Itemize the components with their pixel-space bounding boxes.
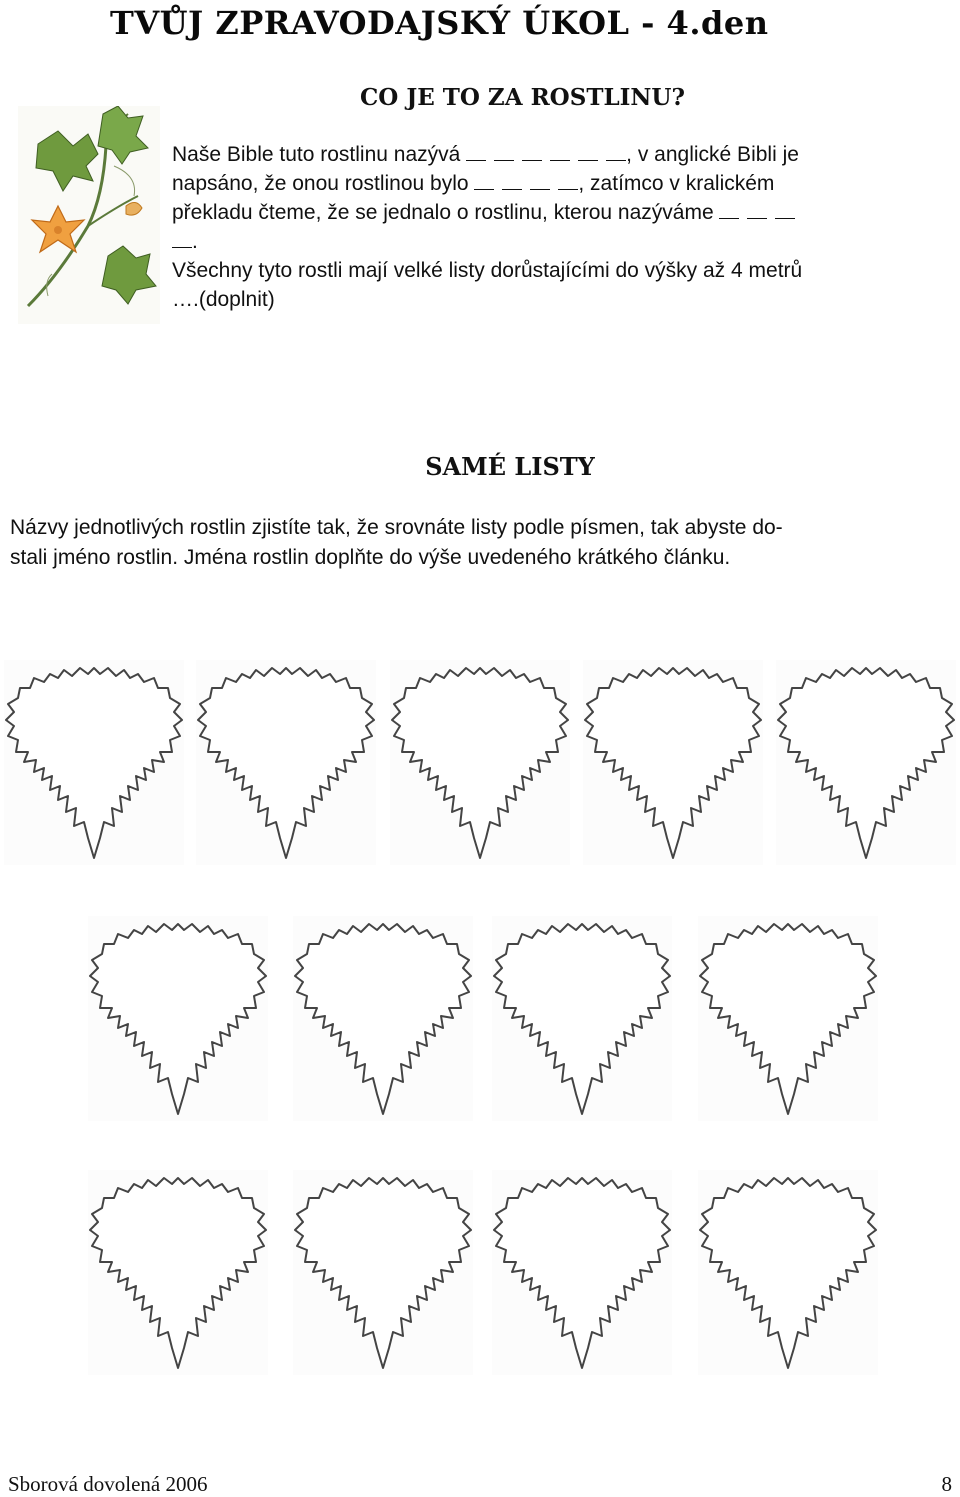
section-heading-leaves: SAMÉ LISTY <box>425 452 595 481</box>
instructions-line: Názvy jednotlivých rostlin zjistíte tak, že srovnáte listy podle písmen, tak abyste do- <box>10 516 783 539</box>
leaf-outline-icon[interactable] <box>88 1170 268 1375</box>
instructions-line: stali jméno rostlin. Jména rostlin doplňte do výše uvedeného krátkého článku. <box>10 546 731 569</box>
answer-blank[interactable] <box>719 202 739 219</box>
leaf-outline-icon[interactable] <box>196 660 376 865</box>
intro-line: ….(doplnit) <box>172 288 275 311</box>
leaf-outline-icon[interactable] <box>776 660 956 865</box>
answer-blank[interactable] <box>494 144 514 161</box>
page-number: 8 <box>941 1472 952 1496</box>
section-heading-plant: CO JE TO ZA ROSTLINU? <box>360 84 685 111</box>
intro-paragraph <box>172 140 952 314</box>
intro-line: Všechny tyto rostli mají velké listy dorůstajícími do výšky až 4 metrů <box>172 259 803 282</box>
leaf-outline-icon[interactable] <box>88 916 268 1121</box>
intro-text: , zatímco v kralickém <box>578 172 775 195</box>
answer-blank[interactable] <box>747 202 767 219</box>
intro-line <box>172 140 952 169</box>
intro-line <box>172 169 952 198</box>
leaf-outline-icon[interactable] <box>390 660 570 865</box>
answer-blank[interactable] <box>578 144 598 161</box>
answer-blank[interactable] <box>530 173 550 190</box>
leaf-outline-icon[interactable] <box>293 916 473 1121</box>
answer-blank[interactable] <box>522 144 542 161</box>
answer-blank[interactable] <box>558 173 578 190</box>
answer-blank[interactable] <box>775 202 795 219</box>
answer-blank[interactable] <box>172 231 192 248</box>
plant-illustration <box>18 106 160 324</box>
answer-blank[interactable] <box>550 144 570 161</box>
intro-line <box>172 198 952 227</box>
leaf-outline-icon[interactable] <box>492 916 672 1121</box>
intro-text: Naše Bible tuto rostlinu nazývá <box>172 143 461 166</box>
intro-line <box>172 227 952 256</box>
leaf-outline-icon[interactable] <box>4 660 184 865</box>
leaf-outline-icon[interactable] <box>583 660 763 865</box>
footer-event: Sborová dovolená 2006 <box>8 1472 208 1496</box>
leaf-outline-icon[interactable] <box>293 1170 473 1375</box>
answer-blank[interactable] <box>466 144 486 161</box>
intro-text: překladu čteme, že se jednalo o rostlinu, kterou nazýváme <box>172 201 714 224</box>
intro-text: , v anglické Bibli je <box>626 143 799 166</box>
intro-text: napsáno, že onou rostlinou bylo <box>172 172 469 195</box>
intro-text: . <box>192 230 198 253</box>
leaf-outline-icon[interactable] <box>698 916 878 1121</box>
answer-blank[interactable] <box>606 144 626 161</box>
answer-blank[interactable] <box>474 173 494 190</box>
instructions-paragraph <box>10 513 955 573</box>
leaf-outline-icon[interactable] <box>492 1170 672 1375</box>
answer-blank[interactable] <box>502 173 522 190</box>
page-title: TVŮJ ZPRAVODAJSKÝ ÚKOL - 4.den <box>110 4 769 42</box>
leaf-outline-icon[interactable] <box>698 1170 878 1375</box>
